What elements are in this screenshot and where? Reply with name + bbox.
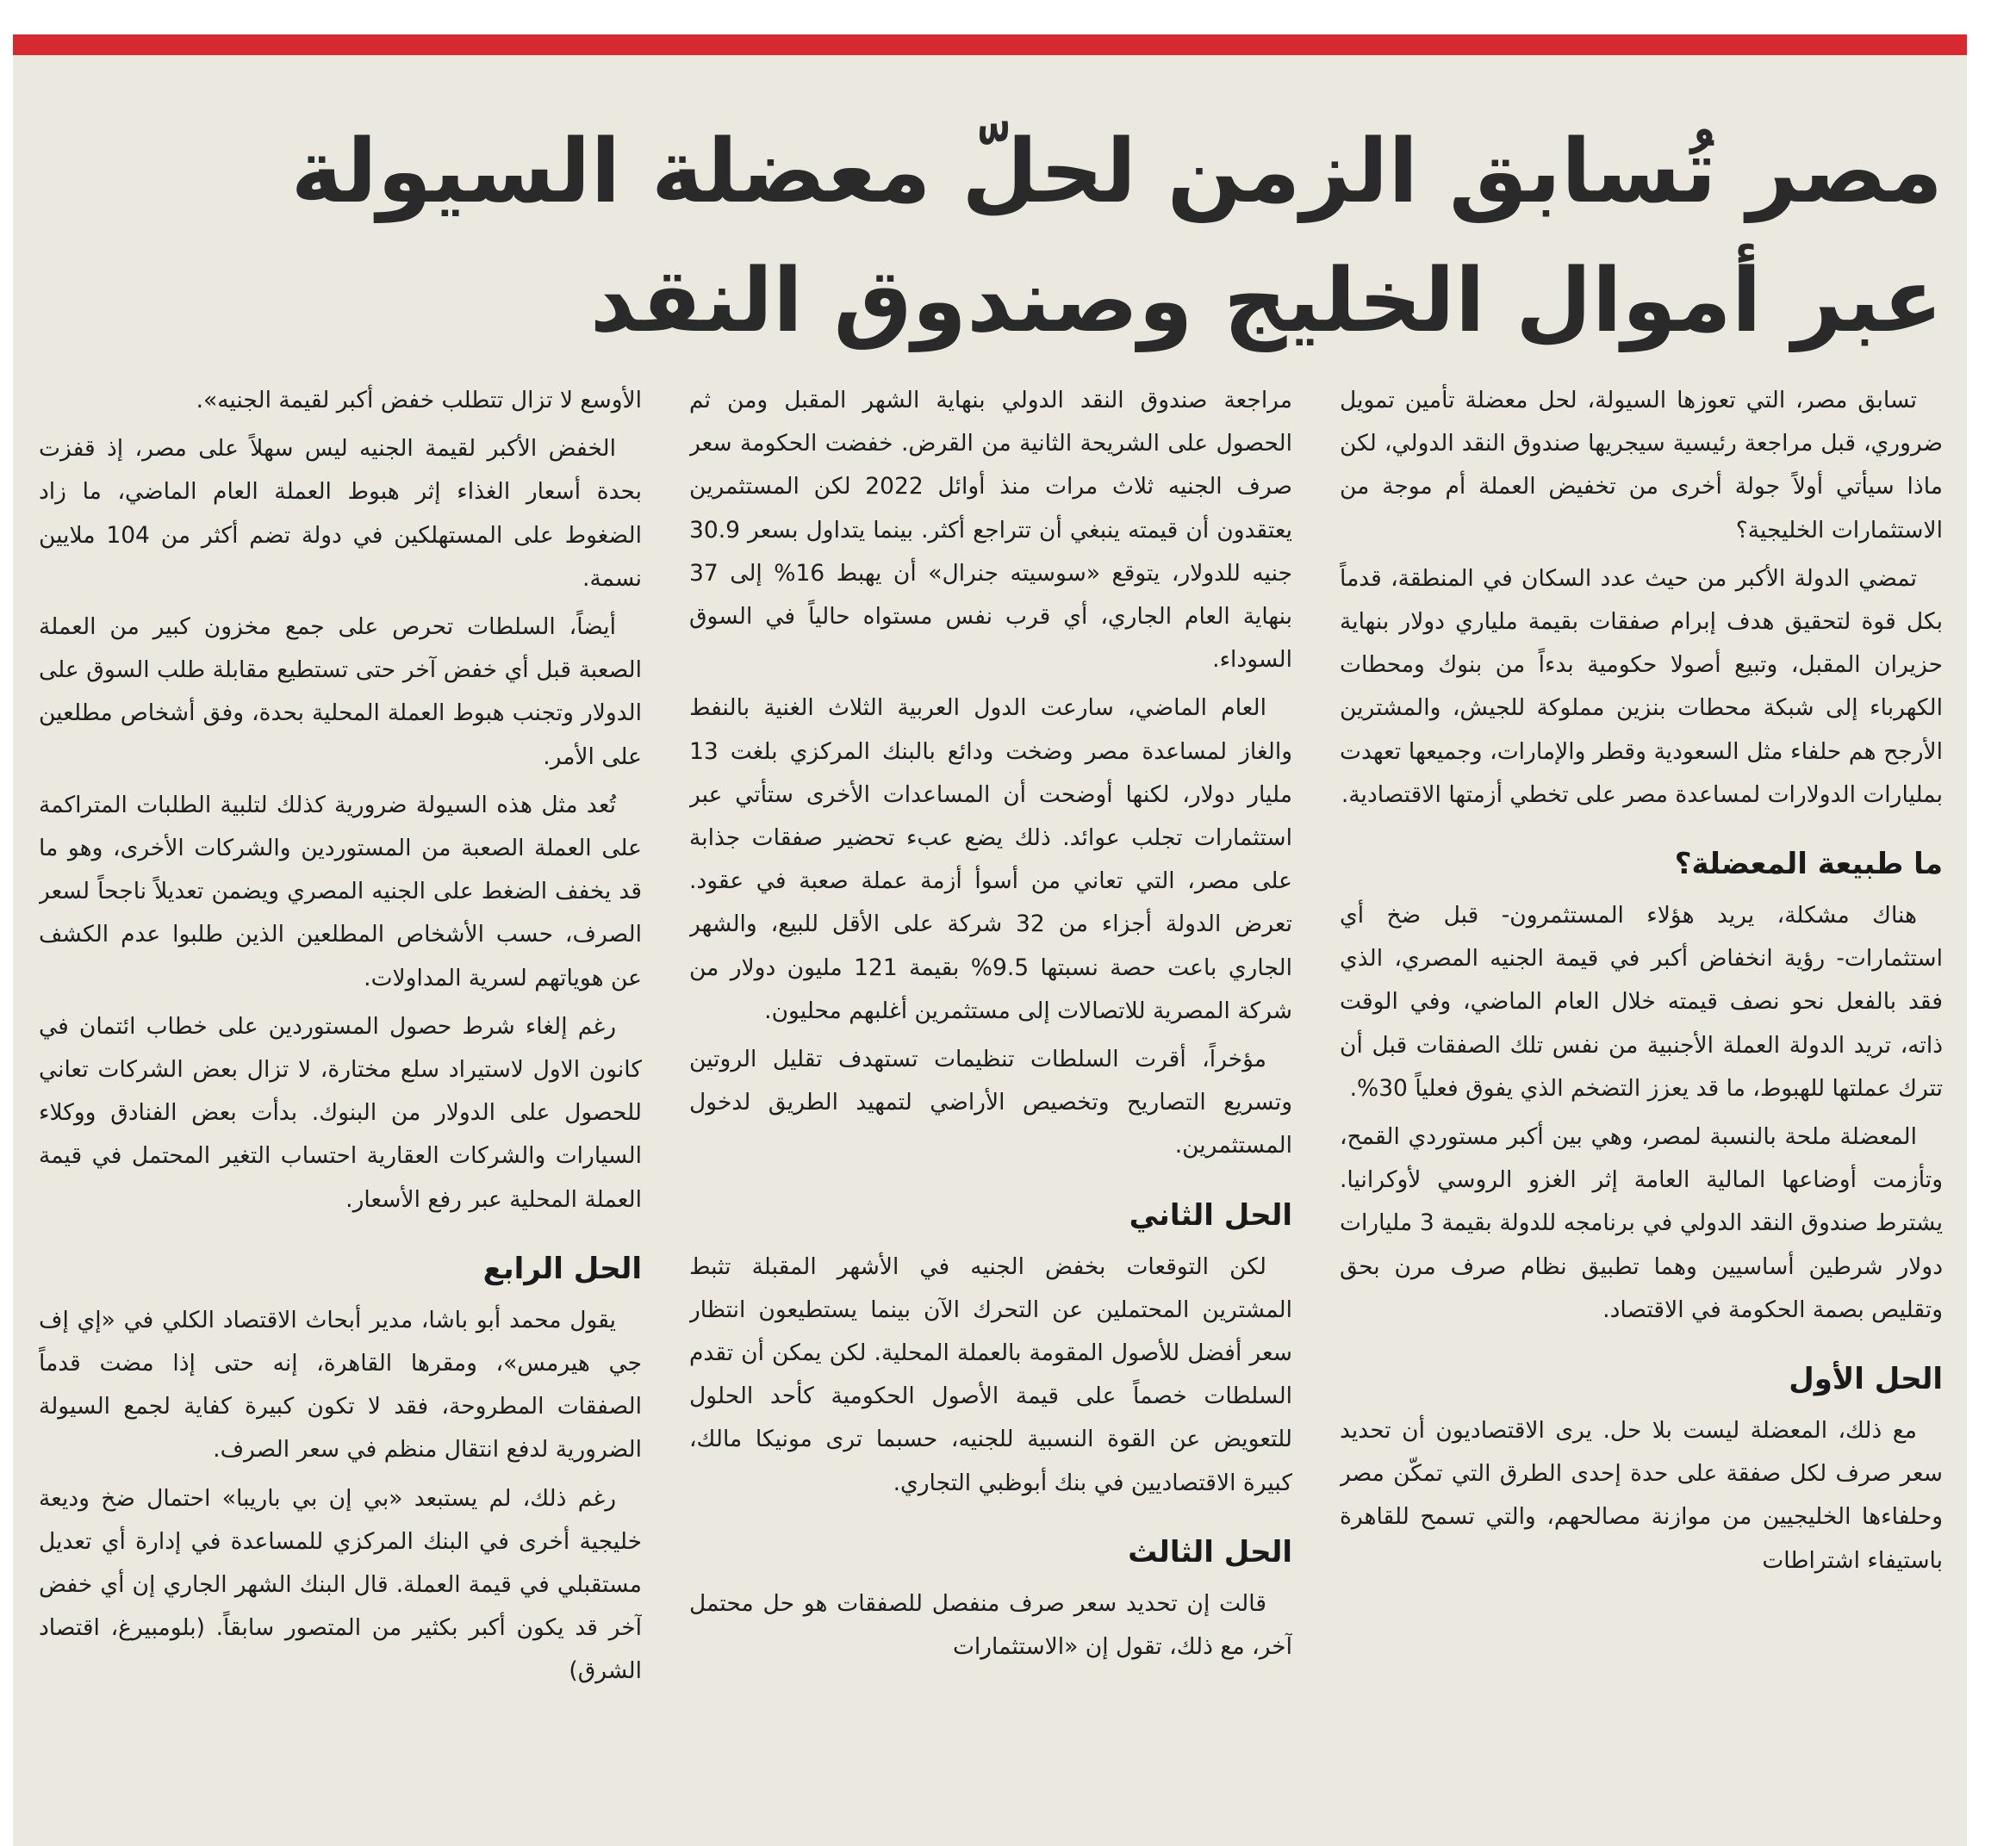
section-heading: الحل الرابع bbox=[482, 1251, 642, 1286]
column-middle bbox=[689, 379, 1292, 1835]
paragraph: تُعد مثل هذه السيولة ضرورية كذلك لتلبية الطلبات المتراكمة على العملة الصعبة من المستوردين والشركات الأخرى، وهو ما قد يخفف الضغط على الجنيه المصري ويضمن تعديلاً ناجحاً لسعر الصرف، حسب الأشخاص المطلعين الذين طلبوا عدم الكشف عن هوياتهم لسرية المداولات. bbox=[39, 791, 642, 991]
paragraph: قالت إن تحديد سعر صرف منفصل للصفقات هو حل محتمل آخر، مع ذلك، تقول إن «الاستثمارات bbox=[689, 1589, 1292, 1661]
headline-line-1: مصر تُسابق الزمن لحلّ معضلة السيولة bbox=[290, 121, 1943, 223]
paragraph: تسابق مصر، التي تعوزها السيولة، لحل معضلة تأمين تمويل ضروري، قبل مراجعة رئيسية سيجريها صندوق النقد الدولي، لكن ماذا سيأتي أولاً جولة أخرى من تخفيض العملة أم موجة من الاستثمارات الخليجية؟ bbox=[1340, 387, 1943, 544]
section-heading: الحل الثاني bbox=[1129, 1197, 1292, 1233]
paragraph: رغم إلغاء شرط حصول المستوردين على خطاب ائتمان في كانون الاول لاستيراد سلع مختارة، لا تزال بعض الشركات تعاني للحصول على الدولار من البنوك. بدأت بعض الفنادق ووكلاء السيارات والشركات العقارية احتساب التغير المحتمل في قيمة العملة المحلية عبر رفع الأسعار. bbox=[39, 1012, 642, 1213]
paragraph: مع ذلك، المعضلة ليست بلا حل. يرى الاقتصاديون أن تحديد سعر صرف لكل صفقة على حدة إحدى الطرق التي تمكّن مصر وحلفاءها الخليجيين من موازنة مصالحهم، والتي تسمح للقاهرة باستيفاء اشتراطات bbox=[1340, 1417, 1943, 1574]
paragraph: لكن التوقعات بخفض الجنيه في الأشهر المقبلة تثبط المشترين المحتملين عن التحرك الآن بينما يستطيعون انتظار سعر أفضل للأصول المقومة بالعملة المحلية. لكن يمكن أن تقدم السلطات خصماً على قيمة الأصول الحكومية كأحد الحلول للتعويض عن القوة النسبية للجنيه، حسبما ترى مونيكا مالك، كبيرة الاقتصاديين في بنك أبوظبي التجاري. bbox=[689, 1252, 1292, 1496]
paragraph: تمضي الدولة الأكبر من حيث عدد السكان في المنطقة، قدماً بكل قوة لتحقيق هدف إبرام صفقات بقيمة ملياري دولار بنهاية حزيران المقبل، وتبيع أصولا حكومية بدءاً من بنوك ومحطات الكهرباء إلى شبكة محطات بنزين مملوكة للجيش، والمشترين الأرجح هم حلفاء مثل السعودية وقطر والإمارات، وجميعها تعهدت بمليارات الدولارات لمساعدة مصر على تخطي أزمتها الاقتصادية. bbox=[1340, 564, 1943, 808]
paragraph: المعضلة ملحة بالنسبة لمصر، وهي بين أكبر مستوردي القمح، وتأزمت أوضاعها المالية العامة إثر الغزو الروسي لأوكرانيا. يشترط صندوق النقد الدولي في برنامجه للدولة بقيمة 3 مليارات دولار شرطين أساسيين وهما تطبيق نظام صرف مرن بحق وتقليص بصمة الحكومة في الاقتصاد. bbox=[1340, 1123, 1943, 1323]
paragraph: أيضاً، السلطات تحرص على جمع مخزون كبير من العملة الصعبة قبل أي خفض آخر حتى تستطيع مقابلة طلب السوق على الدولار وتجنب هبوط العملة المحلية بحدة، وفق أشخاص مطلعين على الأمر. bbox=[39, 613, 642, 770]
paragraph: الأوسع لا تزال تتطلب خفض أكبر لقيمة الجنيه». bbox=[196, 387, 642, 413]
section-heading: الحل الثالث bbox=[1128, 1534, 1292, 1569]
paragraph: الخفض الأكبر لقيمة الجنيه ليس سهلاً على مصر، إذ قفزت بحدة أسعار الغذاء إثر هبوط العملة العام الماضي، ما زاد الضغوط على المستهلكين في دولة تضم أكثر من 104 ملايين نسمة. bbox=[39, 435, 642, 592]
section-heading: الحل الأول bbox=[1789, 1362, 1943, 1397]
article-headline bbox=[290, 108, 1943, 366]
accent-bar bbox=[13, 34, 1967, 55]
paragraph: رغم ذلك، لم يستبعد «بي إن بي باريبا» احتمال ضخ وديعة خليجية أخرى في البنك المركزي للمساعدة في إدارة أي تعديل مستقبلي في قيمة العملة. قال البنك الشهر الجاري إن أي خفض آخر قد يكون أكبر بكثير من المتصور سابقاً. (بلومبيرغ، اقتصاد الشرق) bbox=[39, 1484, 642, 1685]
section-heading: ما طبيعة المعضلة؟ bbox=[1674, 847, 1943, 882]
paragraph: العام الماضي، سارعت الدول العربية الثلاث الغنية بالنفط والغاز لمساعدة مصر وضخت ودائع بالبنك المركزي بلغت 13 مليار دولار، لكنها أوضحت أن المساعدات الأخرى ستأتي عبر استثمارات تجلب عوائد. ذلك يضع عبء تحضير صفقات جذابة على مصر، التي تعاني من أسوأ أزمة عملة صعبة في عقود. تعرض الدولة أجزاء من 32 شركة على الأقل للبيع، والشهر الجاري باعت حصة نسبتها 9.5% بقيمة 121 مليون دولار من شركة المصرية للاتصالات إلى مستثمرين أغلبهم محليون. bbox=[689, 694, 1292, 1024]
paragraph: يقول محمد أبو باشا، مدير أبحاث الاقتصاد الكلي في «إي إف جي هيرمس»، ومقرها القاهرة، إنه حتى إذا مضت قدماً الصفقات المطروحة، فقد لا تكون كبيرة كفاية لجمع السيولة الضرورية لدفع انتقال منظم في سعر الصرف. bbox=[39, 1306, 642, 1464]
headline-line-2: عبر أموال الخليج وصندوق النقد bbox=[589, 250, 1943, 352]
paragraph: مراجعة صندوق النقد الدولي بنهاية الشهر المقبل ومن ثم الحصول على الشريحة الثانية من القرض. خفضت الحكومة سعر صرف الجنيه ثلاث مرات منذ أوائل 2022 لكن المستثمرين يعتقدون أن قيمته ينبغي أن تتراجع أكثر. بينما يتداول بسعر 30.9 جنيه للدولار، يتوقع «سوسيته جنرال» أن يهبط 16% إلى 37 بنهاية العام الجاري، أي قرب نفس مستواه حالياً في السوق السوداء. bbox=[689, 387, 1292, 674]
column-right bbox=[1340, 379, 1943, 1835]
paragraph: هناك مشكلة، يريد هؤلاء المستثمرون- قبل ضخ أي استثمارات- رؤية انخفاض أكبر في قيمة الجنيه المصري، الذي فقد بالفعل نحو نصف قيمته خلال العام الماضي، وفي الوقت ذاته، تريد الدولة العملة الأجنبية من نفس تلك الصفقات قبل أن تترك عملتها للهبوط، ما قد يعزز التضخم الذي يفوق فعلياً 30%. bbox=[1340, 902, 1943, 1102]
paragraph: مؤخراً، أقرت السلطات تنظيمات تستهدف تقليل الروتين وتسريع التصاريح وتخصيص الأراضي لتمهيد الطريق لدخول المستثمرين. bbox=[689, 1046, 1292, 1159]
column-left bbox=[39, 379, 642, 1835]
